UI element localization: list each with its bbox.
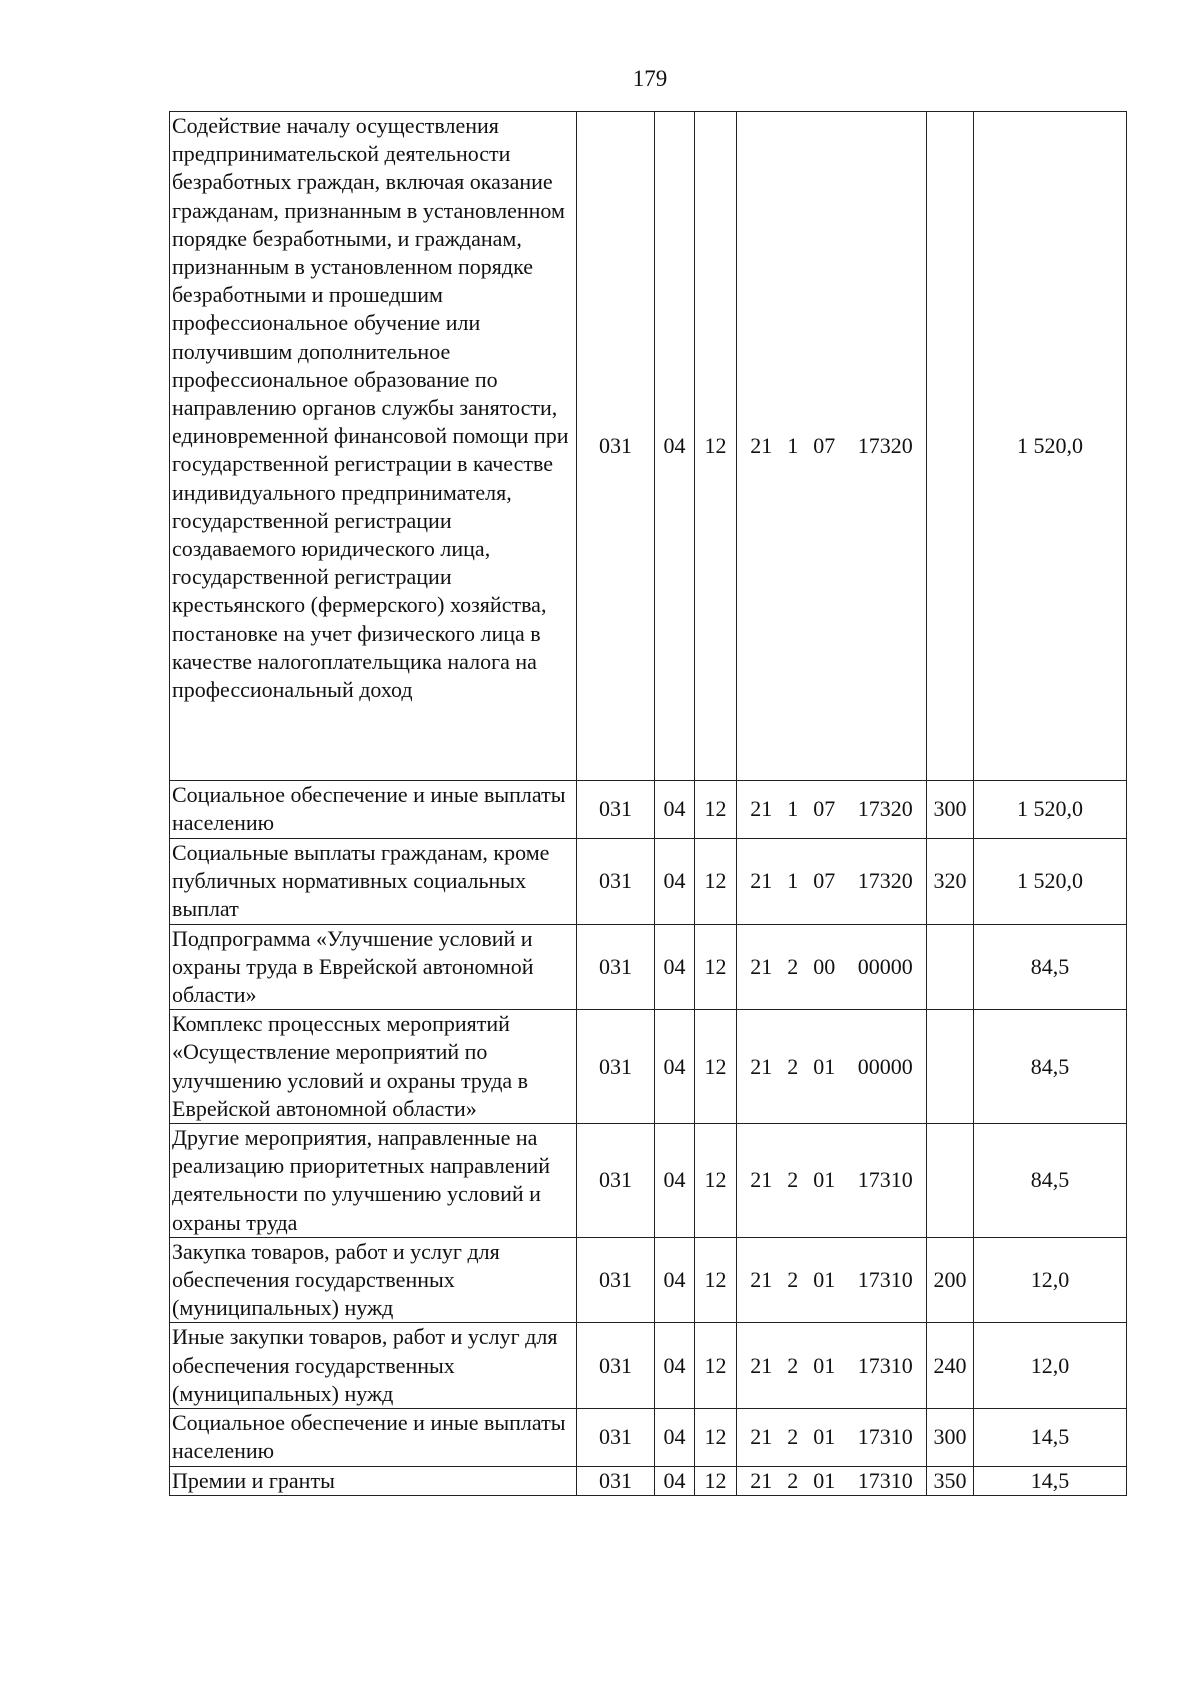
row-name — [170, 1010, 577, 1124]
cell-kcsr: 21 1 07 17320 — [737, 112, 927, 781]
cell-pr: 12 — [695, 924, 737, 1010]
row-name-text: Подпрограмма «Улучшение условий и охраны труда в Еврейской автономной области» — [172, 925, 534, 1008]
table-row — [170, 112, 1127, 781]
row-name-text: Содействие началу осуществления предпринимательской деятельности безработных граждан, включая оказание гражданам, признанным в установленном порядке безработными, и гражданам, признанным в установленном порядке безработными и прошедшим профессиональное обучение или получившим дополнительное профессиональное образование по направлению органов службы занятости, единовременной финансовой помощи при государственной регистрации в качестве индивидуального предпринимателя, государственной регистрации создаваемого юридического лица, государственной регистрации крестьянского (фермерского) хозяйства, постановке на учет физического лица в качестве налогоплательщика налога на профессиональный доход — [172, 113, 569, 703]
cell-grbs: 031 — [577, 1237, 655, 1323]
cell-grbs: 031 — [577, 924, 655, 1010]
cell-sum: 84,5 — [974, 1010, 1127, 1124]
cell-rz: 04 — [655, 1467, 695, 1496]
cell-rz: 04 — [655, 781, 695, 839]
page-number: 179 — [632, 66, 668, 91]
row-name — [170, 112, 577, 781]
table-row — [170, 839, 1127, 925]
cell-rz: 04 — [655, 1323, 695, 1409]
cell-pr: 12 — [695, 1409, 737, 1467]
cell-pr: 12 — [695, 1237, 737, 1323]
row-name — [170, 924, 577, 1010]
cell-vr — [927, 1124, 974, 1238]
cell-vr: 300 — [927, 781, 974, 839]
cell-rz: 04 — [655, 112, 695, 781]
cell-rz: 04 — [655, 1409, 695, 1467]
table-row — [170, 1323, 1127, 1409]
row-name-text: Закупка товаров, работ и услуг для обеспечения государственных (муниципальных) нужд — [172, 1238, 500, 1321]
cell-sum: 14,5 — [974, 1467, 1127, 1496]
cell-grbs: 031 — [577, 1409, 655, 1467]
cell-rz: 04 — [655, 839, 695, 925]
cell-sum: 84,5 — [974, 1124, 1127, 1238]
cell-grbs: 031 — [577, 1124, 655, 1238]
row-name-text: Другие мероприятия, направленные на реализацию приоритетных направлений деятельности по улучшению условий и охраны труда — [172, 1125, 550, 1235]
row-name-text: Социальное обеспечение и иные выплаты населению — [172, 782, 566, 836]
cell-pr: 12 — [695, 1124, 737, 1238]
cell-pr: 12 — [695, 839, 737, 925]
cell-kcsr: 21 2 01 00000 — [737, 1010, 927, 1124]
table-row — [170, 1010, 1127, 1124]
cell-sum: 1 520,0 — [974, 839, 1127, 925]
row-name-text: Премии и гранты — [172, 1468, 335, 1494]
cell-sum: 1 520,0 — [974, 781, 1127, 839]
cell-rz: 04 — [655, 924, 695, 1010]
cell-kcsr: 21 1 07 17320 — [737, 839, 927, 925]
cell-kcsr: 21 2 01 17310 — [737, 1323, 927, 1409]
cell-pr: 12 — [695, 1467, 737, 1496]
cell-grbs: 031 — [577, 781, 655, 839]
table-row — [170, 781, 1127, 839]
table-row — [170, 1124, 1127, 1238]
cell-vr: 350 — [927, 1467, 974, 1496]
cell-vr: 200 — [927, 1237, 974, 1323]
cell-sum: 84,5 — [974, 924, 1127, 1010]
cell-pr: 12 — [695, 1010, 737, 1124]
row-name — [170, 839, 577, 925]
cell-rz: 04 — [655, 1010, 695, 1124]
cell-rz: 04 — [655, 1237, 695, 1323]
row-name-text: Социальные выплаты гражданам, кроме публичных нормативных социальных выплат — [172, 840, 550, 922]
cell-grbs: 031 — [577, 1467, 655, 1496]
cell-grbs: 031 — [577, 112, 655, 781]
cell-vr — [927, 112, 974, 781]
row-name — [170, 1124, 577, 1238]
row-name-text: Комплекс процессных мероприятий «Осуществление мероприятий по улучшению условий и охраны труда в Еврейской автономной области» — [172, 1011, 529, 1121]
table-row — [170, 924, 1127, 1010]
table-row — [170, 1467, 1127, 1496]
cell-rz: 04 — [655, 1124, 695, 1238]
cell-vr: 240 — [927, 1323, 974, 1409]
row-name — [170, 781, 577, 839]
cell-kcsr: 21 2 01 17310 — [737, 1124, 927, 1238]
cell-kcsr: 21 1 07 17320 — [737, 781, 927, 839]
table-row — [170, 1409, 1127, 1467]
row-name — [170, 1237, 577, 1323]
row-name — [170, 1323, 577, 1409]
cell-kcsr: 21 2 01 17310 — [737, 1409, 927, 1467]
cell-vr: 300 — [927, 1409, 974, 1467]
cell-vr: 320 — [927, 839, 974, 925]
row-name-text: Иные закупки товаров, работ и услуг для обеспечения государственных (муниципальных) нужд — [172, 1324, 558, 1406]
cell-kcsr: 21 2 01 17310 — [737, 1237, 927, 1323]
table-row — [170, 1237, 1127, 1323]
row-name-text: Социальное обеспечение и иные выплаты населению — [172, 1410, 566, 1464]
cell-sum: 1 520,0 — [974, 112, 1127, 781]
budget-table — [169, 111, 1127, 1496]
cell-pr: 12 — [695, 1323, 737, 1409]
table-body — [170, 112, 1127, 1496]
cell-pr: 12 — [695, 781, 737, 839]
cell-sum: 12,0 — [974, 1237, 1127, 1323]
cell-grbs: 031 — [577, 1323, 655, 1409]
row-name — [170, 1467, 577, 1496]
cell-grbs: 031 — [577, 1010, 655, 1124]
cell-vr — [927, 924, 974, 1010]
row-name — [170, 1409, 577, 1467]
cell-pr: 12 — [695, 112, 737, 781]
cell-sum: 14,5 — [974, 1409, 1127, 1467]
cell-kcsr: 21 2 01 17310 — [737, 1467, 927, 1496]
cell-vr — [927, 1010, 974, 1124]
cell-grbs: 031 — [577, 839, 655, 925]
cell-sum: 12,0 — [974, 1323, 1127, 1409]
cell-kcsr: 21 2 00 00000 — [737, 924, 927, 1010]
